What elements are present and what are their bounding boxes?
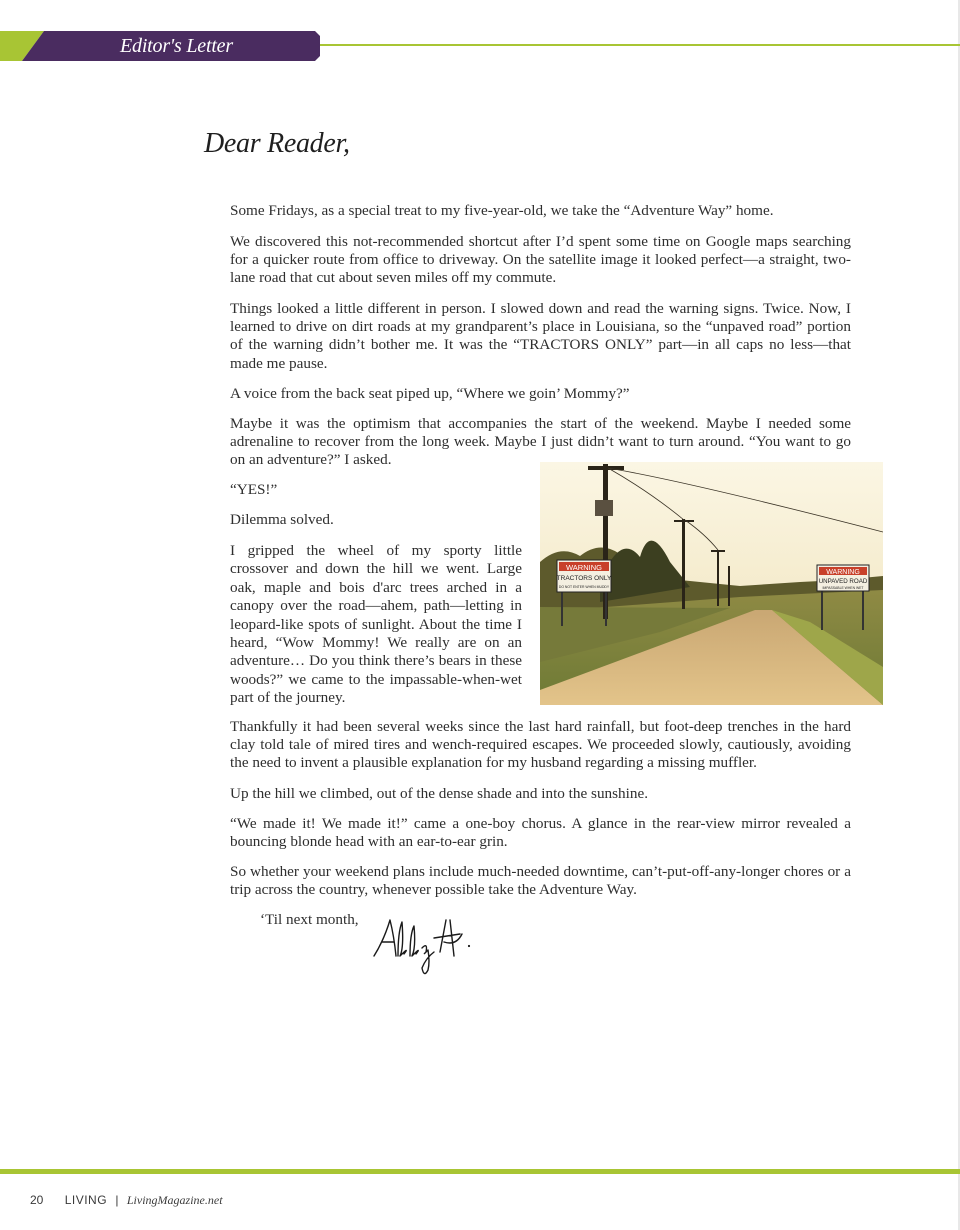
closing-line: ‘Til next month, — [260, 911, 359, 928]
paragraph: “YES!” — [230, 481, 278, 498]
magazine-name: LIVING — [64, 1193, 108, 1207]
paragraph: Maybe it was the optimism that accompanies the start of the weekend. Maybe I needed some adrenaline to recover from the long week. Maybe I just didn’t want to turn around. “You want to go on an adventure?” I asked. — [230, 415, 851, 469]
footer-rule — [0, 1169, 960, 1174]
section-title: Editor's Letter — [120, 35, 233, 57]
sign-left-line2: TRACTORS ONLY — [556, 575, 612, 582]
paragraph: We discovered this not-recommended shortcut after I’d spent some time on Google maps searching for a quicker route from office to driveway. On the satellite image it looked perfect—a straight, two-lane road that cut about seven miles off my commute. — [230, 233, 851, 287]
sign-left-line3: DO NOT ENTER WHEN MUDDY — [558, 585, 610, 589]
footer-separator: | — [115, 1193, 119, 1207]
paragraph: Things looked a little different in person. I slowed down and read the warning signs. Twice. Now, I learned to drive on dirt roads at my grandparent’s place in Louisiana, so the “unpaved road” portion of the warning didn’t bother me. It was the “TRACTORS ONLY” part—in all caps no less—that made me pause. — [230, 300, 851, 372]
paragraph: A voice from the back seat piped up, “Where we goin’ Mommy?” — [230, 385, 630, 402]
paragraph: I gripped the wheel of my sporty little crossover and down the hill we went. Large oak, maple and bois d'arc trees arched in a canopy over the road—ahem, path—letting in leopard-like spots of sunlight. About the time I heard, “Wow Mommy! We really are on an adventure… Do you think there’s bears in these woods?” we came to the impassable-when-wet part of the journey. — [230, 542, 522, 707]
salutation: Dear Reader, — [204, 128, 350, 159]
sign-left-line1: WARNING — [566, 563, 602, 572]
page-number: 20 — [30, 1193, 44, 1207]
paragraph: Some Fridays, as a special treat to my five-year-old, we take the “Adventure Way” home. — [230, 202, 774, 219]
page-footer — [30, 1193, 223, 1208]
website-link[interactable]: LivingMagazine.net — [126, 1193, 223, 1207]
signature — [370, 912, 475, 978]
sign-right-line3: IMPASSABLE WHEN WET — [822, 586, 864, 590]
road-photo — [540, 462, 883, 705]
paragraph: Up the hill we climbed, out of the dense shade and into the sunshine. — [230, 785, 648, 802]
paragraph: Thankfully it had been several weeks since the last hard rainfall, but foot-deep trenches in the hard clay told tale of mired tires and wench-required escapes. We proceeded slowly, cautiously, avoiding the need to invent a plausible explanation for my husband regarding a missing muffler. — [230, 718, 851, 772]
sign-right-line2: UNPAVED ROAD — [818, 578, 868, 585]
paragraph: Dilemma solved. — [230, 511, 334, 528]
sign-right-line1: WARNING — [826, 569, 860, 576]
paragraph: So whether your weekend plans include much-needed downtime, can’t-put-off-any-longer chores or a trip across the country, whenever possible take the Adventure Way. — [230, 863, 851, 899]
paragraph: “We made it! We made it!” came a one-boy chorus. A glance in the rear-view mirror revealed a bouncing blonde head with an ear-to-ear grin. — [230, 815, 851, 851]
header-rule — [320, 44, 960, 46]
